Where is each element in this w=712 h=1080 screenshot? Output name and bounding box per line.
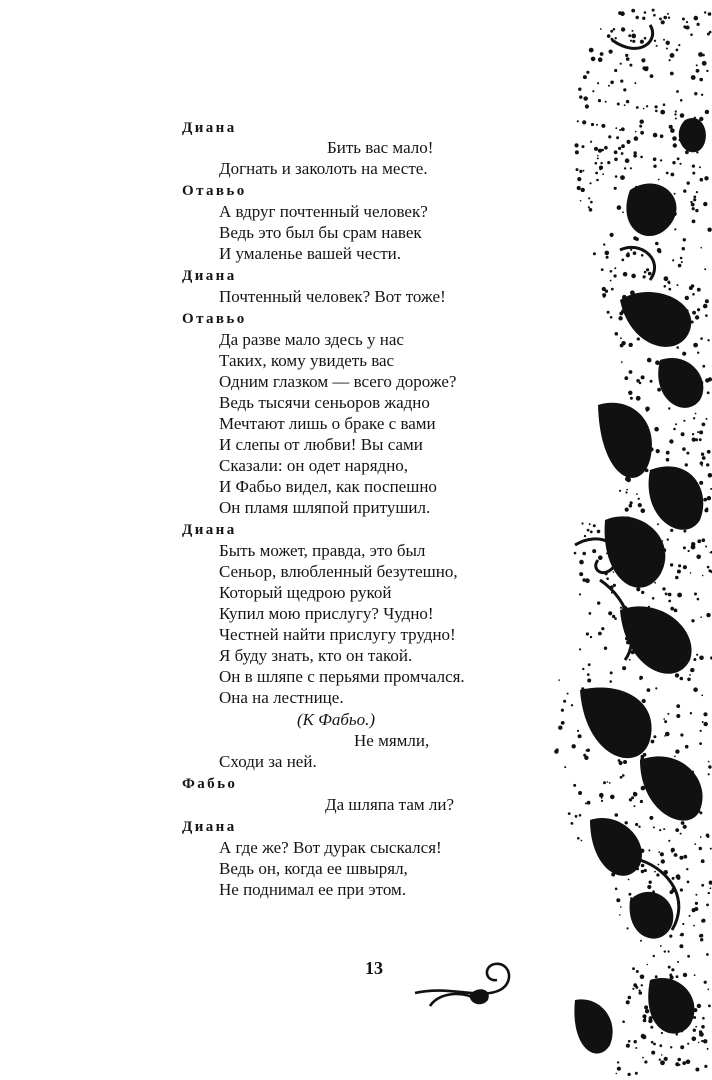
stage-direction: (К Фабьо.) [297,710,376,729]
verse-line: Одним глазком — всего дороже? [219,372,457,391]
verse-line: Бить вас мало! [327,138,434,157]
verse-line: А вдруг почтенный человек? [219,202,428,221]
verse-line: Сказали: он одет нарядно, [219,456,409,475]
verse-line: Ведь это был бы срам навек [219,223,422,242]
speaker-name: Диана [182,819,237,835]
verse-line: Таких, кому увидеть вас [219,351,395,370]
verse-line: Быть может, правда, это был [219,541,426,560]
speaker-name: Диана [182,120,237,136]
verse-line: Он в шляпе с перьями промчался. [219,667,465,686]
speaker-name: Фабьо [182,776,238,792]
verse-line: Сходи за ней. [219,752,317,771]
verse-line: Мечтают лишь о браке с вами [219,414,436,433]
verse-line: Она на лестнице. [219,688,344,707]
verse-line: Честней найти прислугу трудно! [219,625,456,644]
verse-line: И слепы от любви! Вы сами [219,435,423,454]
speaker-name: Диана [182,268,237,284]
verse-line: И умаленье вашей чести. [219,244,401,263]
speaker-name: Диана [182,522,237,538]
verse-line: Догнать и заколоть на месте. [219,159,428,178]
verse-line: Я буду знать, кто он такой. [219,646,413,665]
speaker-name: Отавьо [182,183,247,199]
verse-line: Да разве мало здесь у нас [219,330,404,349]
verse-line: Да шляпа там ли? [325,795,454,814]
verse-line: Ведь он, когда ее швырял, [219,859,408,878]
verse-line: И Фабьо видел, как поспешно [219,477,437,496]
verse-line: Он пламя шляпой притушил. [219,498,431,517]
verse-line: Не мямли, [354,731,430,750]
verse-line: А где же? Вот дурак сыскался! [219,838,442,857]
verse-line: Сеньор, влюбленный безутешно, [219,562,458,581]
verse-line: Который щедрою рукой [219,583,392,602]
page-number: 13 [365,958,383,978]
verse-line: Купил мою прислугу? Чудно! [219,604,434,623]
verse-line: Почтенный человек? Вот тоже! [219,287,446,306]
verse-line: Ведь тысячи сеньоров жадно [219,393,430,412]
verse-line: Не поднимал ее при этом. [219,880,407,899]
speaker-name: Отавьо [182,311,247,327]
